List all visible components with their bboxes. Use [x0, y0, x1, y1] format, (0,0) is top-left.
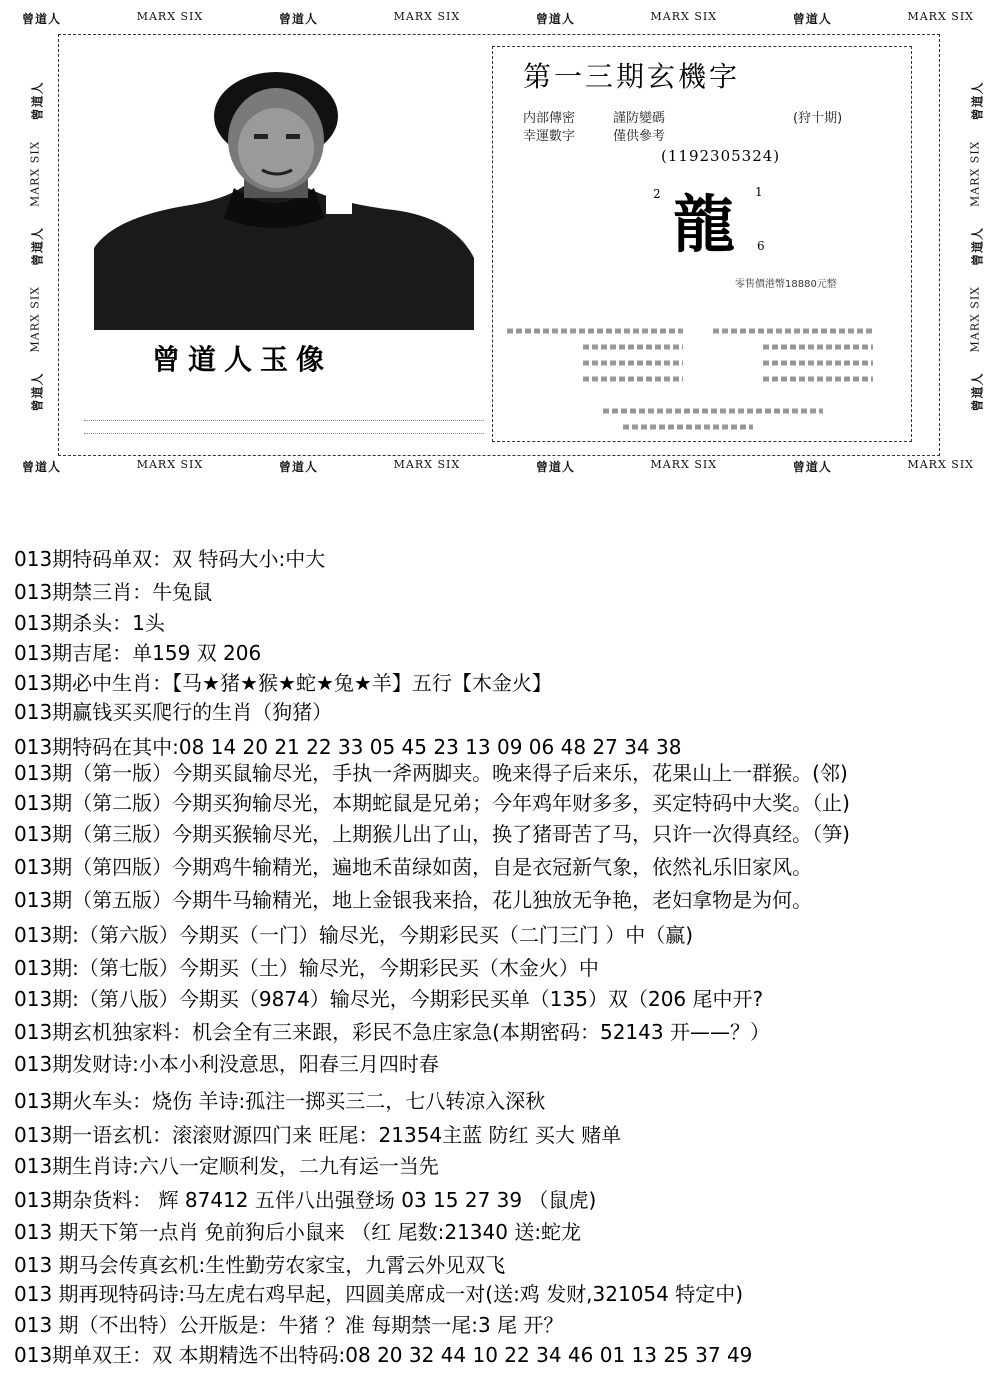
- border-label: MARX SIX: [136, 458, 204, 471]
- portrait-note: [84, 408, 484, 434]
- dragon-number-left: 2: [653, 187, 661, 201]
- line-version-7: 013期:（第七版）今期买（土）输尽光，今期彩民买（木金火）中: [14, 956, 599, 980]
- poster: [22, 8, 985, 476]
- border-label: 曾道人: [970, 81, 985, 121]
- border-label: MARX SIX: [907, 458, 974, 471]
- border-bottom: [22, 458, 974, 475]
- border-label: 曾道人: [535, 12, 575, 26]
- line-version-3: 013期（第三版）今期买猴输尽光，上期猴儿出了山，换了猪哥苦了马，只许一次得真经。（笋): [14, 822, 850, 846]
- ad-box: [492, 46, 912, 442]
- ad-line2-left: 幸運數字: [523, 129, 576, 144]
- line-odd-even-king: 013期单双王：双 本期精选不出特码:08 20 32 44 10 22 34 46 01 13 25 37 49: [14, 1343, 753, 1367]
- line-version-5: 013期（第五版）今期牛马输精光，地上金银我来拾，花儿独放无争艳，老妇拿物是为何。: [14, 888, 813, 912]
- line-version-6: 013期:（第六版）今期买（一门）输尽光，今期彩民买（二门三门 ）中（赢): [14, 923, 694, 947]
- ad-title: 第一三期玄機字: [523, 60, 741, 93]
- ad-faded-text: [493, 311, 911, 441]
- border-label: 曾道人: [792, 460, 832, 474]
- line-train-head: 013期火车头：烧伤 羊诗:孤注一掷买三二，七八转凉入深秋: [14, 1089, 546, 1113]
- line-exclusive: 013期玄机独家料：机会全有三来跟，彩民不急庄家急(本期密码：52143 开——？）: [14, 1020, 770, 1044]
- border-label: 曾道人: [30, 227, 45, 267]
- border-right: [969, 82, 986, 412]
- line-special-odd-even: 013期特码单双：双 特码大小:中大: [14, 547, 326, 571]
- line-version-2: 013期（第二版）今期买狗输尽光，本期蛇鼠是兄弟；今年鸡年财多多，买定特码中大奖。（止): [14, 791, 850, 815]
- ad-line1-left: 内部傳密: [523, 111, 576, 126]
- border-label: MARX SIX: [650, 458, 718, 471]
- border-label: MARX SIX: [393, 10, 461, 23]
- line-mixed-goods: 013期杂货料： 辉 87412 五伴八出强登场 03 15 27 39 （鼠虎): [14, 1188, 597, 1212]
- line-one-word: 013期一语玄机：滚滚财源四门来 旺尾：21354主蓝 防红 买大 赌单: [14, 1123, 622, 1147]
- line-fortune-poem: 013期发财诗:小本小利没意思，阳春三月四时春: [14, 1052, 439, 1076]
- border-label: MARX SIX: [968, 140, 982, 208]
- portrait-caption: 曾道人玉像: [152, 343, 333, 376]
- line-special-numbers: 013期特码在其中:08 14 20 21 22 33 05 45 23 13 09 06 48 27 34 38: [14, 735, 682, 759]
- line-version-1: 013期（第一版）今期买鼠输尽光，手执一斧两脚夹。晚来得子后来乐，花果山上一群猴。(邻): [14, 761, 848, 785]
- border-label: MARX SIX: [907, 10, 974, 23]
- line-public-version: 013 期（不出特）公开版是：牛猪 ？准 每期禁一尾:3 尾 开？: [14, 1313, 564, 1337]
- border-label: 曾道人: [22, 12, 62, 26]
- line-fax-mystery: 013 期马会传真玄机:生性勤劳农家宝，九霄云外见双飞: [14, 1253, 506, 1277]
- line-reappear-poem: 013 期再现特码诗:马左虎右鸡早起，四圆美席成一对(送:鸡 发财,321054 特定中): [14, 1282, 744, 1306]
- border-left: [29, 82, 46, 412]
- border-label: MARX SIX: [968, 285, 982, 353]
- line-version-8: 013期:（第八版）今期买（9874）输尽光，今期彩民买单（135）双（206 尾中开?: [14, 987, 764, 1011]
- border-label: MARX SIX: [136, 10, 204, 23]
- dragon-character: 龍: [673, 188, 736, 261]
- line-banned-zodiac: 013期禁三肖：牛兔鼠: [14, 580, 213, 604]
- line-zodiac-poem: 013期生肖诗:六八一定顺利发，二九有运一当先: [14, 1154, 439, 1178]
- portrait-image: [94, 68, 474, 330]
- border-label: MARX SIX: [650, 10, 718, 23]
- line-kill-head: 013期杀头：1头: [14, 611, 165, 635]
- line-must-zodiac: 013期必中生肖：【马★猪★猴★蛇★兔★羊】五行【木金火】: [14, 671, 552, 695]
- border-label: 曾道人: [22, 460, 62, 474]
- line-version-4: 013期（第四版）今期鸡牛输精光，遍地禾苗绿如茵，自是衣冠新气象，依然礼乐旧家风。: [14, 855, 813, 879]
- border-label: 曾道人: [278, 460, 318, 474]
- border-label: 曾道人: [970, 227, 985, 267]
- line-first-zodiac: 013 期天下第一点肖 免前狗后小鼠来 （红 尾数:21340 送:蛇龙: [14, 1220, 582, 1244]
- ad-line1-right: (狩十期): [793, 111, 843, 126]
- border-label: 曾道人: [30, 372, 45, 412]
- border-top: [22, 10, 974, 27]
- ad-price: 零售價港幣18880元整: [735, 279, 837, 290]
- ad-line2-mid: 僅供參考: [613, 129, 666, 144]
- border-label: 曾道人: [792, 12, 832, 26]
- ad-line1-mid: 謹防變碼: [613, 111, 666, 126]
- dragon-number-right: 1: [755, 185, 763, 199]
- portrait-photo: [94, 68, 474, 330]
- border-label: MARX SIX: [28, 285, 42, 353]
- line-lucky-tail: 013期吉尾：单159 双 206: [14, 641, 262, 665]
- border-label: 曾道人: [30, 81, 45, 121]
- border-label: 曾道人: [535, 460, 575, 474]
- border-label: MARX SIX: [393, 458, 461, 471]
- line-crawling-zodiac: 013期赢钱买买爬行的生肖（狗猪）: [14, 700, 333, 724]
- dragon-number-bottom: 6: [757, 239, 765, 253]
- border-label: MARX SIX: [28, 140, 42, 208]
- ad-phone: (1192305324): [661, 147, 781, 165]
- border-label: 曾道人: [970, 372, 985, 412]
- border-label: 曾道人: [278, 12, 318, 26]
